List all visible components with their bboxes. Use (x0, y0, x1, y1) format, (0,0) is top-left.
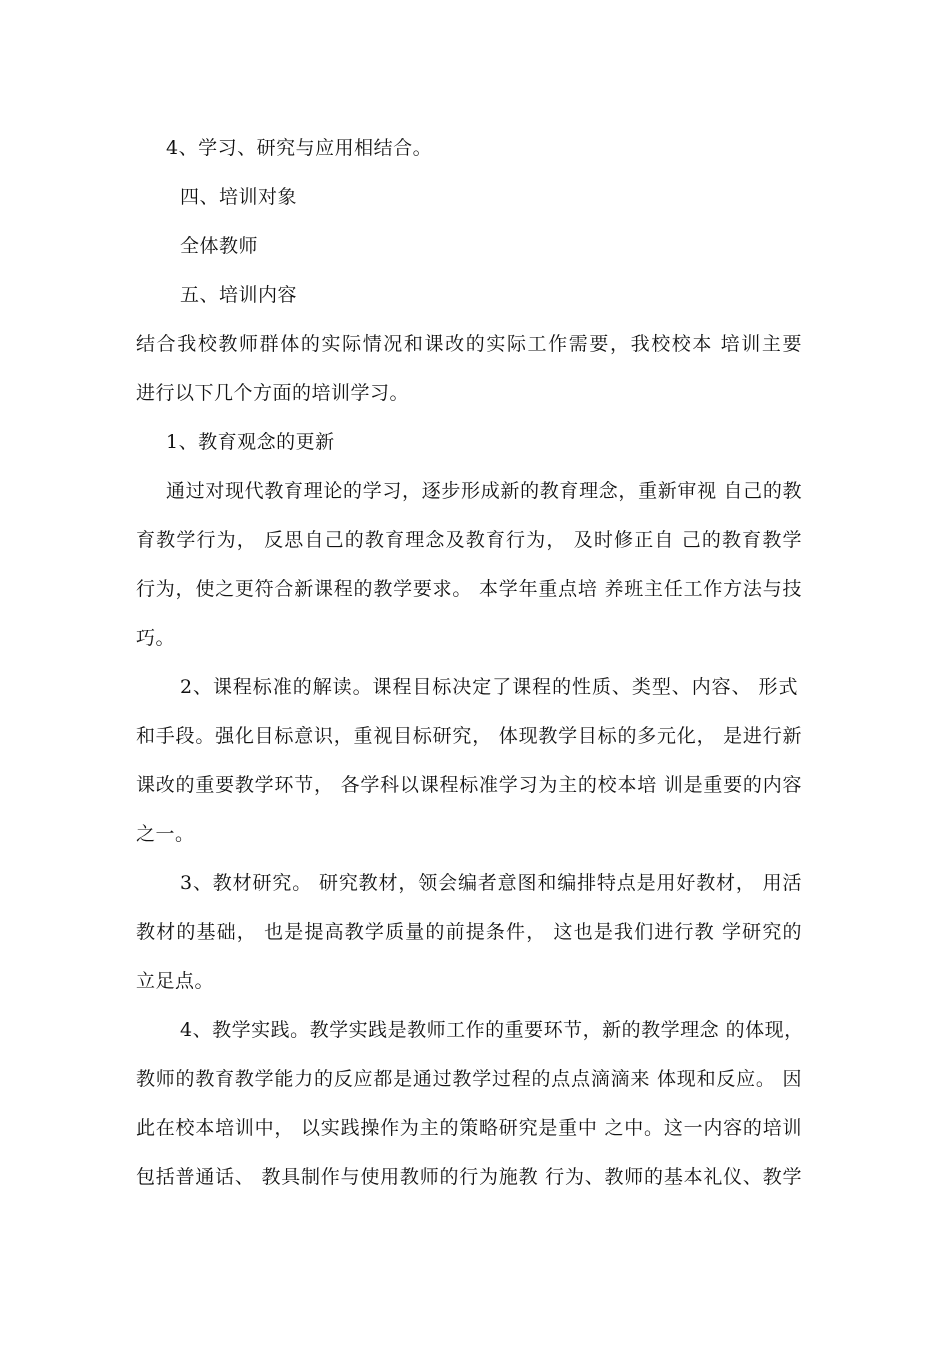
heading-training-content: 五、培训内容 (180, 284, 298, 306)
text-line-intro-1: 结合我校教师群体的实际情况和课改的实际工作需要，我校校本 培训主要 (136, 333, 802, 355)
text-line-curriculum-2: 和手段。强化目标意识，重视目标研究， 体现教学目标的多元化， 是进行新 (136, 725, 802, 747)
text-line-concept-2: 育教学行为， 反思自己的教育理念及教育行为， 及时修正自 己的教育教学 (136, 529, 802, 551)
text-line-textbook-3: 立足点。 (136, 970, 215, 992)
subheading-education-concept: 1、教育观念的更新 (166, 431, 335, 453)
text-line-concept-3: 行为，使之更符合新课程的教学要求。 本学年重点培 养班主任工作方法与技 (136, 578, 802, 600)
text-line-concept-1: 通过对现代教育理论的学习，逐步形成新的教育理念，重新审视 自己的教 (166, 480, 802, 502)
text-line-learning-research: 4、学习、研究与应用相结合。 (166, 137, 433, 159)
heading-training-targets: 四、培训对象 (180, 186, 298, 208)
text-line-practice-2: 教师的教育教学能力的反应都是通过教学过程的点点滴滴来 体现和反应。 因 (136, 1068, 802, 1090)
text-line-textbook-2: 教材的基础， 也是提高教学质量的前提条件， 这也是我们进行教 学研究的 (136, 921, 802, 943)
text-line-practice-3: 此在校本培训中， 以实践操作为主的策略研究是重中 之中。这一内容的培训 (136, 1117, 802, 1139)
text-line-intro-2: 进行以下几个方面的培训学习。 (136, 382, 410, 404)
text-line-curriculum-4: 之一。 (136, 823, 195, 845)
text-line-practice-1: 4、教学实践。教学实践是教师工作的重要环节，新的教学理念 的体现， (180, 1019, 804, 1041)
text-line-curriculum-1: 2、课程标准的解读。课程目标决定了课程的性质、类型、内容、 形式 (180, 676, 798, 698)
text-line-textbook-1: 3、教材研究。 研究教材，领会编者意图和编排特点是用好教材， 用活 (180, 872, 802, 894)
text-line-all-teachers: 全体教师 (180, 235, 259, 257)
text-line-curriculum-3: 课改的重要教学环节， 各学科以课程标准学习为主的校本培 训是重要的内容 (136, 774, 802, 796)
text-line-practice-4: 包括普通话、 教具制作与使用教师的行为施教 行为、教师的基本礼仪、教学 (136, 1166, 802, 1188)
text-line-concept-4: 巧。 (136, 627, 176, 649)
